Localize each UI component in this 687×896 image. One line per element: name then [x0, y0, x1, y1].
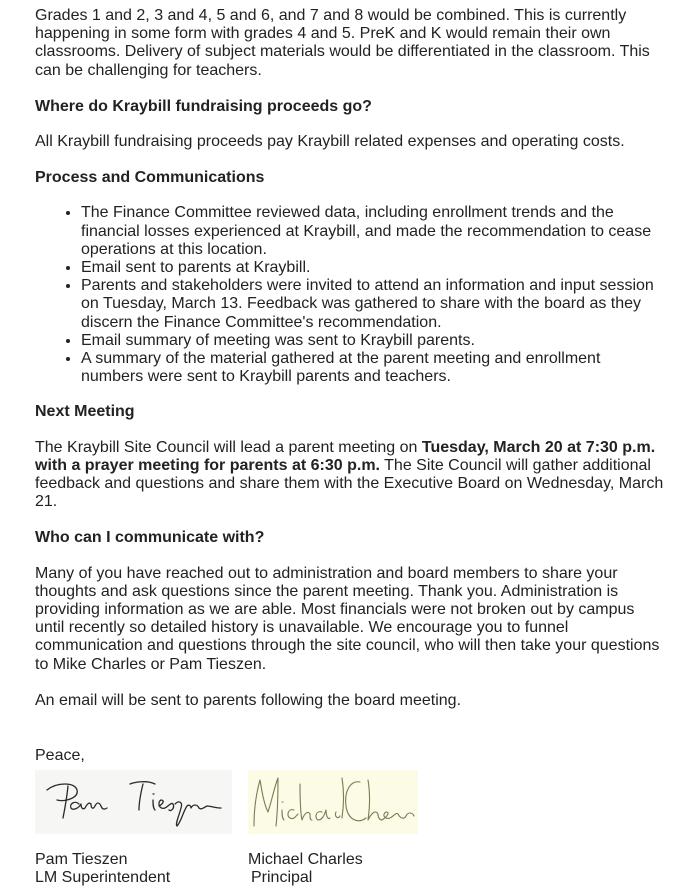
fundraising-heading: Where do Kraybill fundraising proceeds go? [35, 97, 372, 115]
process-item: • The Finance Committee reviewed data, including enrollment trends and the financial losses experienced at Kraybill, and made the recommendation to cease operations at this location. [81, 204, 667, 259]
process-item: • Email sent to parents at Kraybill. [81, 259, 667, 277]
process-heading: Process and Communications [35, 169, 265, 187]
process-item: • Parents and stakeholders were invited to attend an information and input session on Tuesday, March 13. Feedback was gathered to share with the board as they discern the Finance Committee's recommendation. [81, 277, 667, 332]
closing-note: An email will be sent to parents following the board meeting. [35, 691, 462, 709]
pam-title: LM Superintendent [35, 869, 171, 887]
letter-body [35, 7, 667, 765]
intro-paragraph: Grades 1 and 2, 3 and 4, 5 and 6, and 7 and 8 would be combined. This is currently happening in some form with grades 4 and 5. PreK and K would remain their own classrooms. Delivery of subject materials would be differentiated in the classroom. This can be challenging for teachers. [35, 7, 650, 79]
next-meeting-date: Tuesday, March 20 at 7:30 p.m. with a prayer meeting for parents at 6:30 p.m. [35, 438, 656, 474]
mike-signature-block [248, 851, 363, 887]
next-meeting-text-end: The Site Council will gather additional feedback and questions and share them with the Executive Board on Wednesday, March 21. [35, 456, 664, 511]
fundraising-body: All Kraybill fundraising proceeds pay Kraybill related expenses and operating costs. [35, 133, 625, 151]
communicate-body: Many of you have reached out to administration and board members to share your thoughts and ask questions since the parent meeting. Thank you. Administration is providing information as we are able. Most financials were not broken out by campus until recently so detailed history is unavailable. We encourage you to funnel communication and questions through the site council, who will then take your questions to Mike Charles or Pam Tieszen. [35, 564, 660, 673]
pam-signature-icon [35, 770, 232, 834]
next-meeting-heading: Next Meeting [35, 403, 135, 421]
mike-signature-image [248, 770, 418, 834]
process-item: • A summary of the material gathered at the parent meeting and enrollment numbers were sent to Kraybill parents and teachers. [81, 350, 667, 386]
process-list [35, 204, 667, 386]
pam-signature-block [35, 851, 170, 887]
process-item: • Email summary of meeting was sent to Kraybill parents. [81, 332, 667, 350]
signatures [35, 770, 435, 834]
sign-off: Peace, [35, 747, 85, 765]
mike-title: Principal [251, 869, 313, 887]
next-meeting-body [35, 439, 667, 512]
mike-signature-icon [248, 770, 418, 834]
pam-name: Pam Tieszen [35, 851, 128, 868]
pam-signature-image [35, 770, 232, 834]
mike-name: Michael Charles [248, 851, 363, 868]
next-meeting-text-start: The Kraybill Site Council will lead a parent meeting on [35, 438, 422, 456]
communicate-heading: Who can I communicate with? [35, 529, 265, 547]
